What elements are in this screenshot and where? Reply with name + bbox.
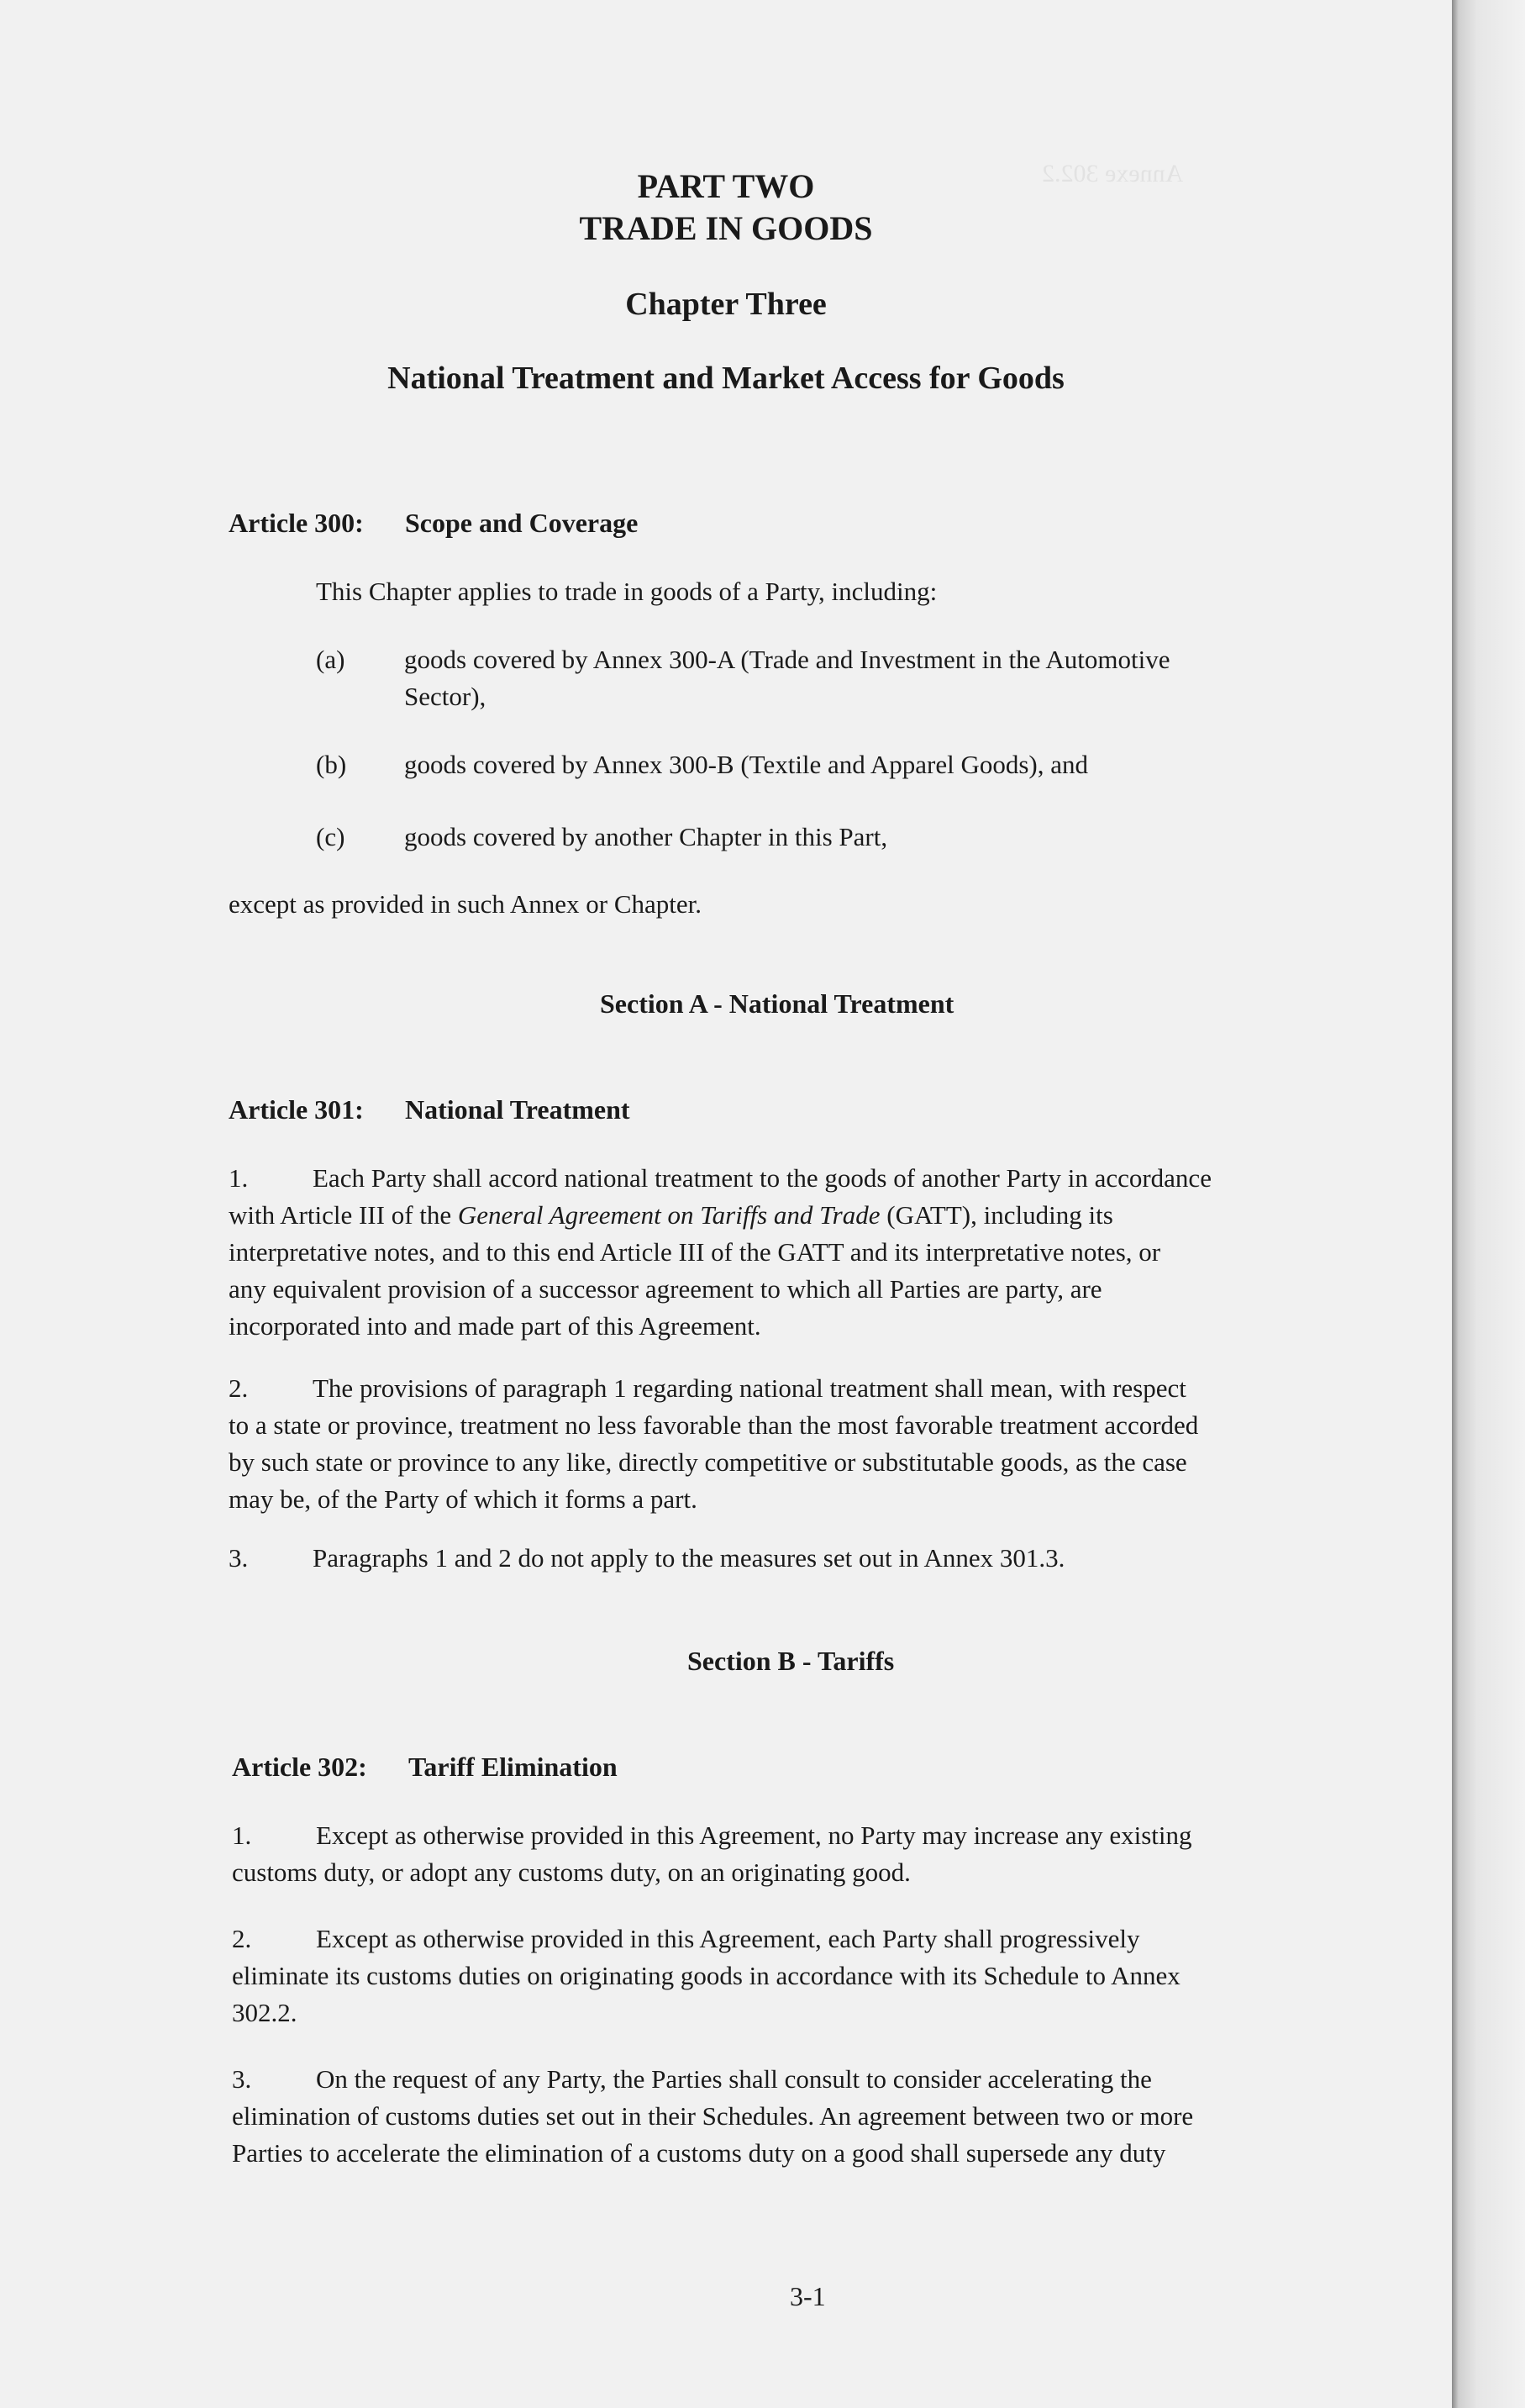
paragraph-number: 3. xyxy=(229,1543,249,1573)
chapter-title: National Treatment and Market Access for Goods xyxy=(387,361,1065,396)
paragraph-number: 2. xyxy=(232,1924,252,1953)
text-run: (GATT), including its xyxy=(880,1200,1113,1230)
paragraph-line: customs duty, or adopt any customs duty, on an originating good. xyxy=(232,1857,911,1887)
item-text-line: Sector), xyxy=(404,682,486,711)
paragraph-line: interpretative notes, and to this end Article III of the GATT and its interpretative notes, or xyxy=(229,1237,1161,1267)
item-label-b: (b) xyxy=(316,750,347,779)
paragraph-line: Except as otherwise provided in this Agreement, each Party shall progressively xyxy=(316,1924,1140,1953)
article-302-paragraph-3 xyxy=(232,2061,1408,2172)
article-302-paragraph-2 xyxy=(232,1921,1408,2031)
item-text-c: goods covered by another Chapter in this Part, xyxy=(404,822,888,851)
article-300-heading xyxy=(229,504,638,541)
page-number: 3-1 xyxy=(790,2281,826,2311)
article-label: Article 302: xyxy=(232,1752,367,1782)
article-300-intro: This Chapter applies to trade in goods of a Party, including: xyxy=(316,577,938,606)
bleed-through-text: Annexe 302.2 xyxy=(1042,160,1184,187)
item-text-line: goods covered by Annex 300-A (Trade and Investment in the Automotive xyxy=(404,645,1170,674)
paragraph-line: any equivalent provision of a successor agreement to which all Parties are party, are xyxy=(229,1274,1102,1304)
article-302-paragraph-1 xyxy=(232,1817,1408,1891)
article-301-heading xyxy=(229,1091,630,1128)
paragraph-line: Paragraphs 1 and 2 do not apply to the measures set out in Annex 301.3. xyxy=(313,1543,1065,1573)
paragraph-line: 302.2. xyxy=(232,1998,297,2027)
section-a-heading: Section A - National Treatment xyxy=(600,988,954,1019)
article-300-closing: except as provided in such Annex or Chapter. xyxy=(229,889,702,919)
gatt-title-italic: General Agreement on Tariffs and Trade xyxy=(457,1200,881,1230)
paragraph-line: Each Party shall accord national treatment to the goods of another Party in accordance xyxy=(313,1163,1212,1193)
paragraph-number: 1. xyxy=(229,1163,249,1193)
paragraph-line xyxy=(229,1197,1405,1234)
paragraph-number: 1. xyxy=(232,1820,252,1850)
item-text-a xyxy=(404,641,1379,715)
article-title: National Treatment xyxy=(405,1094,630,1125)
page-edge-shadow xyxy=(1452,0,1525,2408)
paragraph-line: On the request of any Party, the Parties shall consult to consider accelerating the xyxy=(316,2064,1152,2094)
article-title: Tariff Elimination xyxy=(408,1752,618,1782)
paragraph-line: may be, of the Party of which it forms a part. xyxy=(229,1484,697,1514)
chapter-heading: Chapter Three xyxy=(625,287,827,322)
paragraph-line: by such state or province to any like, directly competitive or substitutable goods, as the case xyxy=(229,1447,1187,1477)
text-run: with Article III of the xyxy=(229,1200,458,1230)
paragraph-line: Parties to accelerate the elimination of a customs duty on a good shall supersede any duty xyxy=(232,2138,1166,2168)
item-label-a: (a) xyxy=(316,645,345,674)
article-301-paragraph-1 xyxy=(229,1160,1405,1345)
article-301-paragraph-3 xyxy=(229,1540,1405,1577)
part-subheading: TRADE IN GOODS xyxy=(579,209,873,247)
article-302-heading xyxy=(232,1748,618,1785)
part-heading: PART TWO xyxy=(637,167,815,205)
paragraph-line: elimination of customs duties set out in their Schedules. An agreement between two or more xyxy=(232,2101,1194,2131)
paragraph-line: eliminate its customs duties on originating goods in accordance with its Schedule to Annex xyxy=(232,1961,1181,1990)
paragraph-number: 2. xyxy=(229,1373,249,1403)
article-301-paragraph-2 xyxy=(229,1370,1405,1518)
article-label: Article 301: xyxy=(229,1094,364,1125)
paragraph-line: to a state or province, treatment no less favorable than the most favorable treatment accorded xyxy=(229,1410,1199,1440)
paragraph-line: Except as otherwise provided in this Agreement, no Party may increase any existing xyxy=(316,1820,1192,1850)
paragraph-number: 3. xyxy=(232,2064,252,2094)
item-label-c: (c) xyxy=(316,822,345,851)
paragraph-line: incorporated into and made part of this Agreement. xyxy=(229,1311,761,1341)
section-b-heading: Section B - Tariffs xyxy=(687,1646,895,1676)
item-text-b: goods covered by Annex 300-B (Textile and Apparel Goods), and xyxy=(404,750,1088,779)
article-title: Scope and Coverage xyxy=(405,508,639,538)
article-label: Article 300: xyxy=(229,508,364,538)
paragraph-line: The provisions of paragraph 1 regarding national treatment shall mean, with respect xyxy=(313,1373,1186,1403)
